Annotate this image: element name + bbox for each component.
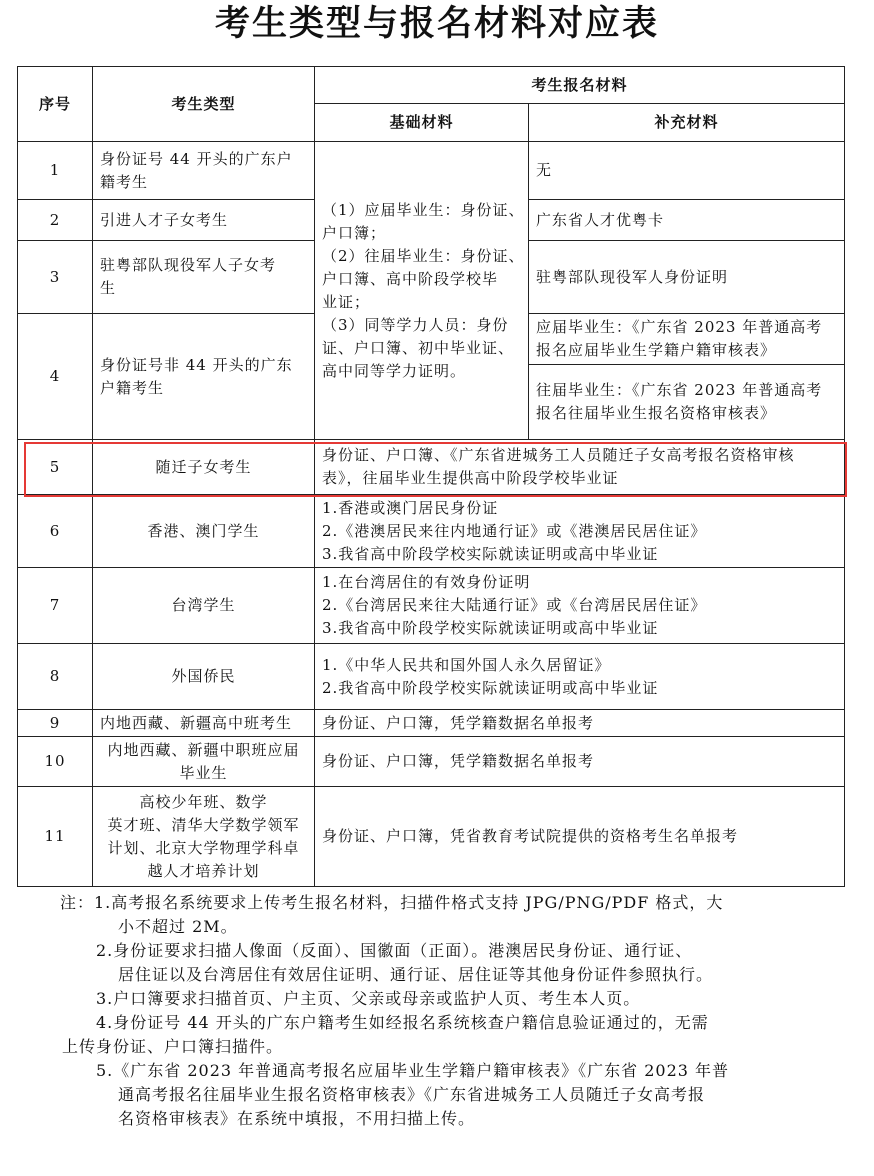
row-type: 身份证号 44 开头的广东户 籍考生 bbox=[93, 142, 315, 200]
row-materials: 身份证、户口簿，凭省教育考试院提供的资格考生名单报考 bbox=[315, 787, 845, 887]
row-extra: 无 bbox=[529, 142, 845, 200]
header-seq: 序号 bbox=[18, 67, 93, 142]
row-type: 外国侨民 bbox=[93, 644, 315, 710]
note-2: 2.身份证要求扫描人像面（反面）、国徽面（正面）。港澳居民身份证、通行证、 居住证以及台湾居住有效居住证明、通行证、居住证等其他身份证件参照执行。 bbox=[96, 941, 714, 984]
note-3: 3.户口簿要求扫描首页、户主页、父亲或母亲或监护人页、考生本人页。 bbox=[96, 989, 641, 1008]
basic-materials-shared: （1）应届毕业生：身份证、 户口簿； （2）往届毕业生：身份证、 户口簿、高中阶段学校毕 业证； （3）同等学力人员：身份 证、户口簿、初中毕业证、 高中同等学力证明。 bbox=[315, 142, 529, 440]
row-num: 1 bbox=[18, 142, 93, 200]
row-type: 引进人才子女考生 bbox=[93, 200, 315, 241]
row-materials: 身份证、户口簿、《广东省进城务工人员随迁子女高考报名资格审核 表》，往届毕业生提供高中阶段学校毕业证 bbox=[315, 440, 845, 495]
note-1: 注：1.高考报名系统要求上传考生报名材料，扫描件格式支持 JPG/PNG/PDF 格式，大 小不超过 2M。 bbox=[60, 893, 724, 936]
row-type: 台湾学生 bbox=[93, 568, 315, 644]
row-type: 随迁子女考生 bbox=[93, 440, 315, 495]
table-row bbox=[18, 644, 845, 710]
notes-section bbox=[62, 891, 822, 1131]
row-num: 7 bbox=[18, 568, 93, 644]
row-num: 10 bbox=[18, 737, 93, 787]
row-materials: 身份证、户口簿，凭学籍数据名单报考 bbox=[315, 737, 845, 787]
row-type: 内地西藏、新疆中职班应届 毕业生 bbox=[93, 737, 315, 787]
row-num: 8 bbox=[18, 644, 93, 710]
row-type: 身份证号非 44 开头的广东 户籍考生 bbox=[93, 314, 315, 440]
row-extra: 驻粤部队现役军人身份证明 bbox=[529, 241, 845, 314]
header-basic: 基础材料 bbox=[315, 104, 529, 142]
header-type: 考生类型 bbox=[93, 67, 315, 142]
row-num: 11 bbox=[18, 787, 93, 887]
note-4: 4.身份证号 44 开头的广东户籍考生如经报名系统核查户籍信息验证通过的，无需 上传身份证、户口簿扫描件。 bbox=[62, 1013, 709, 1056]
row-extra-fresh: 应届毕业生：《广东省 2023 年普通高考 报名应届毕业生学籍户籍审核表》 bbox=[529, 314, 845, 365]
row-num: 5 bbox=[18, 440, 93, 495]
row-num: 9 bbox=[18, 710, 93, 737]
row-type: 内地西藏、新疆高中班考生 bbox=[93, 710, 315, 737]
row-type: 香港、澳门学生 bbox=[93, 495, 315, 568]
row-materials: 1.香港或澳门居民身份证 2.《港澳居民来往内地通行证》或《港澳居民居住证》 3.我省高中阶段学校实际就读证明或高中毕业证 bbox=[315, 495, 845, 568]
row-extra-previous: 往届毕业生：《广东省 2023 年普通高考 报名往届毕业生报名资格审核表》 bbox=[529, 365, 845, 440]
table-row bbox=[18, 737, 845, 787]
table-row bbox=[18, 495, 845, 568]
row-5-highlight-box bbox=[24, 442, 847, 497]
row-type: 高校少年班、数学 英才班、清华大学数学领军 计划、北京大学物理学科卓 越人才培养计划 bbox=[93, 787, 315, 887]
table-row bbox=[18, 568, 845, 644]
row-num: 6 bbox=[18, 495, 93, 568]
table-row bbox=[18, 787, 845, 887]
row-num: 3 bbox=[18, 241, 93, 314]
page-title: 考生类型与报名材料对应表 bbox=[214, 3, 659, 44]
row-num: 4 bbox=[18, 314, 93, 440]
row-materials: 身份证、户口簿，凭学籍数据名单报考 bbox=[315, 710, 845, 737]
table-row bbox=[18, 710, 845, 737]
row-extra: 广东省人才优粤卡 bbox=[529, 200, 845, 241]
row-type: 驻粤部队现役军人子女考 生 bbox=[93, 241, 315, 314]
note-5: 5.《广东省 2023 年普通高考报名应届毕业生学籍户籍审核表》《广东省 2023 年普 通高考报名往届毕业生报名资格审核表》《广东省进城务工人员随迁子女高考报 名资格审核表》在系统中填报，不用扫描上传。 bbox=[96, 1061, 730, 1128]
header-materials: 考生报名材料 bbox=[315, 67, 845, 104]
header-extra: 补充材料 bbox=[529, 104, 845, 142]
table-row bbox=[18, 142, 845, 200]
row-materials: 1.《中华人民共和国外国人永久居留证》 2.我省高中阶段学校实际就读证明或高中毕业证 bbox=[315, 644, 845, 710]
row-num: 2 bbox=[18, 200, 93, 241]
row-materials: 1.在台湾居住的有效身份证明 2.《台湾居民来往大陆通行证》或《台湾居民居住证》 3.我省高中阶段学校实际就读证明或高中毕业证 bbox=[315, 568, 845, 644]
